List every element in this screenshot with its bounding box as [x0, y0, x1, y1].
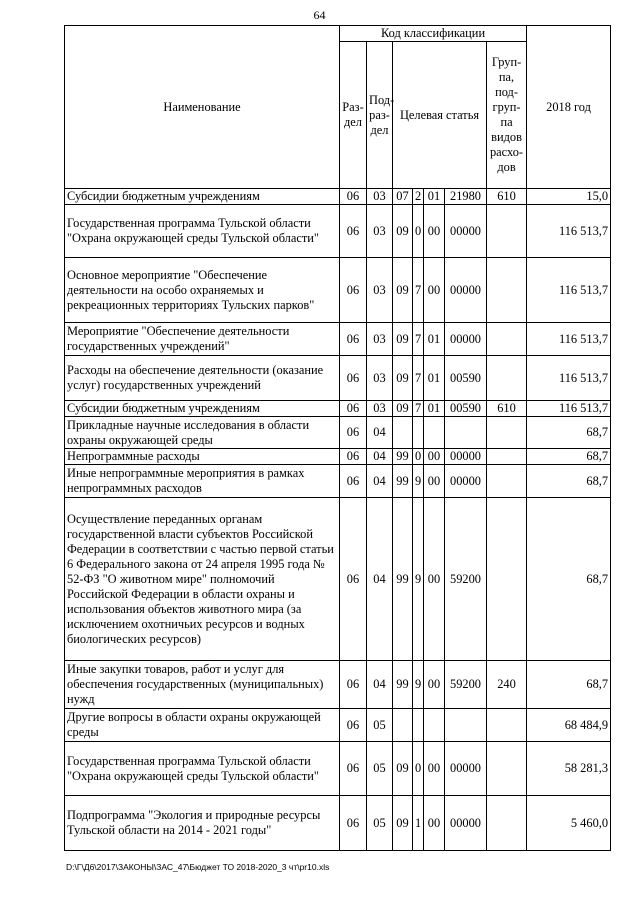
- table-row: [65, 661, 611, 709]
- row-target-event: 01: [424, 323, 445, 356]
- row-razdel: 06: [340, 401, 367, 417]
- table-row: [65, 465, 611, 498]
- row-group: [487, 498, 527, 661]
- row-podrazdel: 03: [367, 258, 393, 323]
- row-group: [487, 258, 527, 323]
- row-name: Мероприятие "Обеспечение деятельности государственных учреждений": [65, 323, 340, 356]
- row-target-direction: 00000: [445, 796, 487, 851]
- row-target-direction: 00000: [445, 258, 487, 323]
- row-podrazdel: 03: [367, 401, 393, 417]
- row-podrazdel: 04: [367, 661, 393, 709]
- row-target-program: 99: [393, 449, 413, 465]
- row-amount: 5 460,0: [527, 796, 611, 851]
- row-podrazdel: 04: [367, 465, 393, 498]
- table-row: [65, 189, 611, 205]
- row-target-direction: 59200: [445, 498, 487, 661]
- row-razdel: 06: [340, 356, 367, 401]
- row-amount: 116 513,7: [527, 205, 611, 258]
- row-target-direction: [445, 417, 487, 449]
- header-classification: Код классификации: [340, 26, 527, 42]
- row-amount: 58 281,3: [527, 742, 611, 796]
- row-amount: 15,0: [527, 189, 611, 205]
- row-name: Непрограммные расходы: [65, 449, 340, 465]
- row-podrazdel: 03: [367, 189, 393, 205]
- table-row: [65, 356, 611, 401]
- row-target-subprogram: 1: [413, 796, 424, 851]
- header-name: Наименование: [65, 26, 340, 189]
- row-razdel: 06: [340, 661, 367, 709]
- row-group: 610: [487, 401, 527, 417]
- row-amount: 68 484,9: [527, 709, 611, 742]
- row-target-event: 00: [424, 449, 445, 465]
- row-target-program: [393, 417, 413, 449]
- row-group: [487, 709, 527, 742]
- table-row: [65, 796, 611, 851]
- row-podrazdel: 05: [367, 742, 393, 796]
- row-podrazdel: 05: [367, 709, 393, 742]
- row-name: Другие вопросы в области охраны окружающей среды: [65, 709, 340, 742]
- row-group: 610: [487, 189, 527, 205]
- row-target-subprogram: 7: [413, 356, 424, 401]
- row-target-event: 00: [424, 742, 445, 796]
- table-row: [65, 417, 611, 449]
- row-target-subprogram: 7: [413, 401, 424, 417]
- row-target-event: 01: [424, 401, 445, 417]
- row-podrazdel: 04: [367, 449, 393, 465]
- table-row: [65, 742, 611, 796]
- row-target-subprogram: 0: [413, 449, 424, 465]
- row-target-direction: 00000: [445, 205, 487, 258]
- row-podrazdel: 05: [367, 796, 393, 851]
- row-target-event: [424, 417, 445, 449]
- header-group-text: Груп- па, под- груп- па видов расхо- дов: [489, 55, 524, 174]
- page-number: 64: [313, 8, 326, 22]
- row-razdel: 06: [340, 258, 367, 323]
- row-group: [487, 742, 527, 796]
- row-target-subprogram: [413, 709, 424, 742]
- row-target-event: 00: [424, 661, 445, 709]
- row-target-subprogram: 2: [413, 189, 424, 205]
- row-podrazdel: 04: [367, 498, 393, 661]
- file-path-footer: D:\Г\Д6\2017\ЗАКОНЫ\ЗАС_47\Бюджет ТО 2018-2020_3 чт\pr10.xls: [66, 862, 330, 872]
- row-target-direction: [445, 709, 487, 742]
- row-razdel: 06: [340, 323, 367, 356]
- row-target-direction: 00000: [445, 742, 487, 796]
- row-razdel: 06: [340, 498, 367, 661]
- row-amount: 68,7: [527, 498, 611, 661]
- row-group: [487, 417, 527, 449]
- row-target-direction: 00590: [445, 401, 487, 417]
- row-group: [487, 465, 527, 498]
- row-target-program: 99: [393, 465, 413, 498]
- row-group: [487, 323, 527, 356]
- row-name: Государственная программа Тульской области "Охрана окружающей среды Тульской области": [65, 205, 340, 258]
- row-razdel: 06: [340, 796, 367, 851]
- row-target-program: 09: [393, 742, 413, 796]
- row-amount: 116 513,7: [527, 356, 611, 401]
- row-amount: 68,7: [527, 465, 611, 498]
- row-razdel: 06: [340, 709, 367, 742]
- header-podrazdel: [367, 42, 393, 189]
- table-row: [65, 401, 611, 417]
- row-amount: 68,7: [527, 449, 611, 465]
- row-podrazdel: 04: [367, 417, 393, 449]
- row-target-subprogram: 9: [413, 661, 424, 709]
- row-name: Основное мероприятие "Обеспечение деятельности на особо охраняемых и рекреационных территориях Тульских парков": [65, 258, 340, 323]
- row-target-event: 00: [424, 498, 445, 661]
- row-amount: 116 513,7: [527, 323, 611, 356]
- header-year: 2018 год: [527, 26, 611, 189]
- row-name: Прикладные научные исследования в области охраны окружающей среды: [65, 417, 340, 449]
- header-podrazdel-text: Под- раз- дел: [369, 92, 395, 137]
- row-target-program: 09: [393, 796, 413, 851]
- header-razdel: [340, 42, 367, 189]
- row-razdel: 06: [340, 189, 367, 205]
- row-name: Субсидии бюджетным учреждениям: [65, 189, 340, 205]
- row-target-subprogram: 9: [413, 498, 424, 661]
- row-group: [487, 796, 527, 851]
- row-target-event: 00: [424, 465, 445, 498]
- row-target-program: 09: [393, 323, 413, 356]
- row-name: Подпрограмма "Экология и природные ресурсы Тульской области на 2014 - 2021 годы": [65, 796, 340, 851]
- row-target-direction: 00000: [445, 449, 487, 465]
- row-name: Субсидии бюджетным учреждениям: [65, 401, 340, 417]
- table-body: [65, 189, 611, 851]
- budget-table: [64, 25, 611, 851]
- row-target-program: 09: [393, 258, 413, 323]
- row-target-direction: 00000: [445, 465, 487, 498]
- table-row: [65, 449, 611, 465]
- row-target-event: 00: [424, 258, 445, 323]
- row-target-program: 09: [393, 356, 413, 401]
- row-target-program: 99: [393, 661, 413, 709]
- row-name: Осуществление переданных органам государственной власти субъектов Российской Федерации в соответствии с частью первой статьи 6 Федерального закона от 24 апреля 1995 года № 52-ФЗ "О животном мире" полномочий Российской Федерации в области охраны и использования объектов животного мира (за исключением охотничьих ресурсов и водных биологических ресурсов): [65, 498, 340, 661]
- row-target-event: 01: [424, 356, 445, 401]
- row-name: Расходы на обеспечение деятельности (оказание услуг) государственных учреждений: [65, 356, 340, 401]
- header-target: Целевая статья: [393, 42, 487, 189]
- row-target-program: 09: [393, 401, 413, 417]
- row-target-direction: 59200: [445, 661, 487, 709]
- row-target-program: 99: [393, 498, 413, 661]
- row-name: Государственная программа Тульской области "Охрана окружающей среды Тульской области": [65, 742, 340, 796]
- row-target-subprogram: 7: [413, 323, 424, 356]
- row-podrazdel: 03: [367, 323, 393, 356]
- row-amount: 68,7: [527, 661, 611, 709]
- row-name: Иные закупки товаров, работ и услуг для обеспечения государственных (муниципальных) нужд: [65, 661, 340, 709]
- row-name: Иные непрограммные мероприятия в рамках непрограммных расходов: [65, 465, 340, 498]
- table-row: [65, 205, 611, 258]
- header-group: [487, 42, 527, 189]
- row-target-subprogram: 9: [413, 465, 424, 498]
- row-target-subprogram: 7: [413, 258, 424, 323]
- row-target-subprogram: 0: [413, 742, 424, 796]
- table-row: [65, 258, 611, 323]
- row-target-subprogram: 0: [413, 205, 424, 258]
- row-amount: 116 513,7: [527, 401, 611, 417]
- row-target-event: [424, 709, 445, 742]
- row-razdel: 06: [340, 465, 367, 498]
- row-target-program: [393, 709, 413, 742]
- row-target-program: 07: [393, 189, 413, 205]
- row-target-direction: 00590: [445, 356, 487, 401]
- row-target-subprogram: [413, 417, 424, 449]
- table-row: [65, 323, 611, 356]
- header-razdel-text: Раз- дел: [342, 100, 364, 129]
- row-group: [487, 356, 527, 401]
- row-target-event: 01: [424, 189, 445, 205]
- row-target-direction: 21980: [445, 189, 487, 205]
- row-target-program: 09: [393, 205, 413, 258]
- row-razdel: 06: [340, 417, 367, 449]
- row-target-direction: 00000: [445, 323, 487, 356]
- row-group: [487, 449, 527, 465]
- row-group: 240: [487, 661, 527, 709]
- row-amount: 116 513,7: [527, 258, 611, 323]
- row-razdel: 06: [340, 205, 367, 258]
- row-group: [487, 205, 527, 258]
- row-target-event: 00: [424, 796, 445, 851]
- row-target-event: 00: [424, 205, 445, 258]
- row-amount: 68,7: [527, 417, 611, 449]
- row-podrazdel: 03: [367, 205, 393, 258]
- row-razdel: 06: [340, 449, 367, 465]
- row-podrazdel: 03: [367, 356, 393, 401]
- row-razdel: 06: [340, 742, 367, 796]
- table-row: [65, 498, 611, 661]
- table-row: [65, 709, 611, 742]
